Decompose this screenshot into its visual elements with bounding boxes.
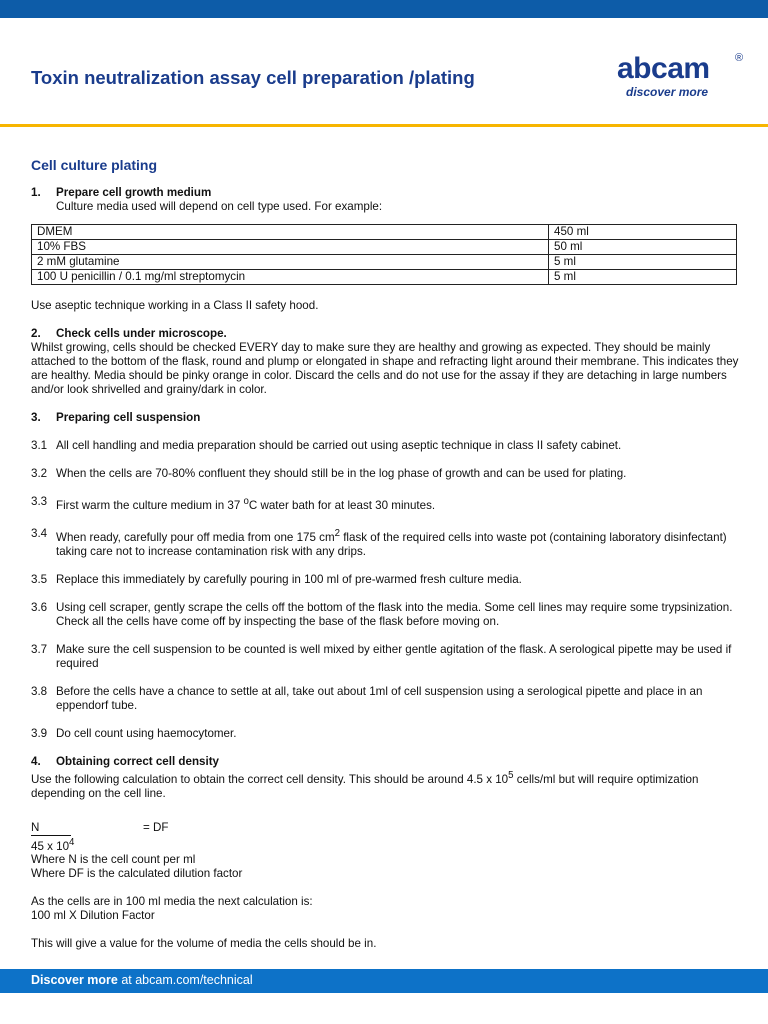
step-2	[31, 327, 741, 397]
list-item	[31, 495, 741, 513]
list-item	[31, 601, 741, 629]
table-row	[32, 240, 737, 255]
item-text	[56, 527, 741, 559]
list-item	[31, 643, 741, 671]
step-3-number: 3.	[31, 411, 41, 424]
abcam-logo	[615, 52, 755, 102]
formula-numerator: N	[31, 821, 71, 836]
next-calc-intro: As the cells are in 100 ml media the next calculation is:	[31, 895, 313, 909]
degree-superscript: o	[243, 496, 249, 507]
step-1-text: Culture media used will depend on cell type used. For example:	[56, 200, 383, 213]
step-2-text: Whilst growing, cells should be checked EVERY day to make sure they are healthy and growing as expected. They should be mainly attached to the bottom of the flask, round and plump or elongated in shape and refracting light around their membrane. This indicates they are healthy. Media should be pinky orange in color. Discard the cells and do not use for the assay if they are detaching in large numbers and/or look shrivelled and grainy/dark in color.	[31, 341, 739, 396]
step-1-heading	[31, 186, 741, 200]
step-4	[31, 755, 741, 952]
footer-bold: Discover more	[31, 973, 118, 987]
step-4-text	[31, 769, 741, 801]
list-item	[31, 467, 741, 481]
section-title: Cell culture plating	[31, 157, 158, 173]
table-cell-component: DMEM	[32, 225, 549, 240]
table-row	[32, 255, 737, 270]
logo-tagline: discover more	[626, 85, 709, 99]
exponent-superscript: 4	[69, 836, 75, 848]
item-number: 3.4	[31, 526, 48, 540]
logo-registered-mark: ®	[735, 52, 744, 64]
header-divider	[0, 124, 768, 127]
item-text: Replace this immediately by carefully pouring in 100 ml of pre-warmed fresh culture media.	[56, 572, 522, 586]
footer-bar	[0, 969, 768, 993]
item-text: When the cells are 70-80% confluent they should still be in the log phase of growth and can be used for plating.	[56, 467, 627, 480]
top-color-bar	[0, 0, 768, 18]
step-1-heading-text: Prepare cell growth medium	[56, 186, 212, 199]
exponent-superscript: 5	[508, 769, 514, 781]
item-number: 3.2	[31, 467, 48, 480]
step-2-heading	[31, 327, 741, 341]
item-number: 3.9	[31, 726, 48, 740]
table-row	[32, 225, 737, 240]
aseptic-note: Use aseptic technique working in a Class II safety hood.	[31, 299, 319, 312]
squared-superscript: 2	[334, 527, 340, 539]
where-n: Where N is the cell count per ml	[31, 853, 196, 867]
item-text-part: C water bath for at least 30 minutes.	[248, 498, 436, 512]
step-4-number: 4.	[31, 754, 41, 768]
footer-text	[31, 973, 253, 987]
table-cell-amount: 5 ml	[549, 255, 737, 270]
table-cell-amount: 5 ml	[549, 270, 737, 285]
step-4-heading-text: Obtaining correct cell density	[56, 754, 219, 768]
item-text	[56, 495, 741, 513]
step-3-heading-text: Preparing cell suspension	[56, 411, 201, 424]
item-number: 3.5	[31, 572, 48, 586]
step-4-text-part: Use the following calculation to obtain the correct cell density. This should be around 4.5 x 10	[31, 772, 509, 786]
formula-denominator	[31, 836, 741, 854]
item-text: Using cell scraper, gently scrape the cells off the bottom of the flask into the media. Some cell lines may require some trypsinization. Check all the cells have come off by inspecting the base of the flask before moving on.	[56, 600, 733, 628]
where-df: Where DF is the calculated dilution factor	[31, 867, 243, 881]
item-text: Do cell count using haemocytomer.	[56, 726, 237, 740]
step-4-text-part: cells/ml but will require optimization depending on the cell line.	[31, 772, 699, 800]
table-cell-component: 100 U penicillin / 0.1 mg/ml streptomycin	[32, 270, 549, 285]
item-text-part: When ready, carefully pour off media from one 175 cm	[56, 530, 335, 544]
step-1-number: 1.	[31, 186, 41, 199]
formula-equals: = DF	[143, 820, 169, 834]
formula-denominator-text: 45 x 10	[31, 839, 70, 853]
item-number: 3.7	[31, 642, 48, 656]
next-calc: 100 ml X Dilution Factor	[31, 909, 155, 923]
step-3	[31, 411, 741, 741]
formula-line	[31, 821, 741, 836]
step-2-heading-text: Check cells under microscope.	[56, 327, 227, 340]
item-text-part: First warm the culture medium in 37	[56, 498, 244, 512]
table-cell-component: 2 mM glutamine	[32, 255, 549, 270]
step-2-number: 2.	[31, 327, 41, 340]
media-table	[31, 224, 737, 285]
conclusion: This will give a value for the volume of media the cells should be in.	[31, 937, 377, 951]
item-text-part: flask of the required cells into waste pot (containing laboratory disinfectant) taking care not to increase contamination risk with any drips.	[56, 530, 727, 558]
item-text: Make sure the cell suspension to be counted is well mixed by either gentle agitation of the flask. A serological pipette may be used if required	[56, 642, 732, 670]
footer-link-text: at abcam.com/technical	[117, 973, 253, 987]
list-item	[31, 727, 741, 741]
item-text: All cell handling and media preparation should be carried out using aseptic technique in class II safety cabinet.	[56, 439, 622, 452]
table-cell-amount: 450 ml	[549, 225, 737, 240]
logo-wordmark: abcam	[617, 52, 710, 85]
item-number: 3.8	[31, 684, 48, 698]
item-number: 3.1	[31, 439, 48, 452]
step-1	[31, 186, 741, 214]
list-item	[31, 685, 741, 713]
list-item	[31, 527, 741, 559]
document-body	[31, 158, 741, 951]
item-text: Before the cells have a chance to settle at all, take out about 1ml of cell suspension using a serological pipette and place in an eppendorf tube.	[56, 684, 703, 712]
table-cell-amount: 50 ml	[549, 240, 737, 255]
item-number: 3.3	[31, 495, 48, 508]
page-title: Toxin neutralization assay cell preparation /plating	[31, 67, 475, 88]
table-cell-component: 10% FBS	[32, 240, 549, 255]
item-number: 3.6	[31, 600, 48, 614]
step-3-heading	[31, 411, 741, 425]
list-item	[31, 439, 741, 453]
list-item	[31, 573, 741, 587]
step-4-heading	[31, 755, 741, 769]
table-row	[32, 270, 737, 285]
